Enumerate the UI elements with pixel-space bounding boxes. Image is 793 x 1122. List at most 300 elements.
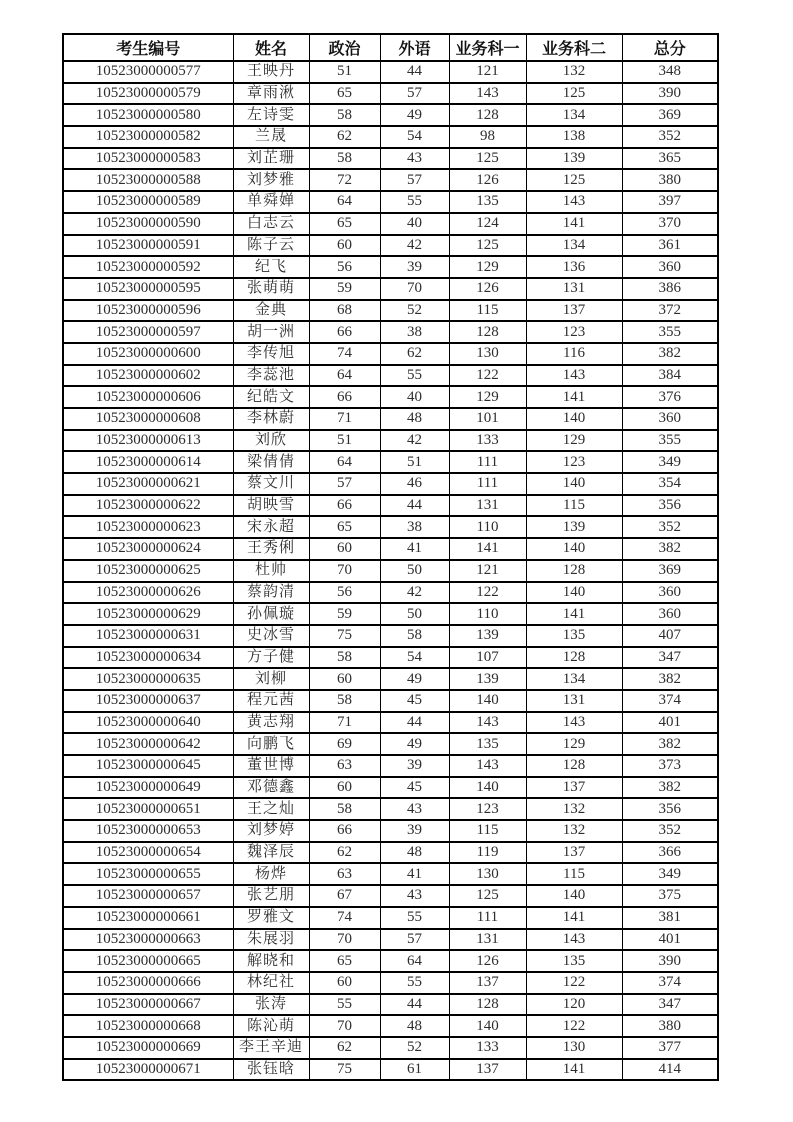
cell-politics: 57 (309, 473, 380, 495)
cell-total-score: 356 (622, 495, 718, 517)
cell-total-score: 349 (622, 451, 718, 473)
cell-name: 纪飞 (233, 256, 309, 278)
cell-total-score: 347 (622, 994, 718, 1016)
cell-subject-one: 110 (449, 516, 526, 538)
cell-politics: 58 (309, 690, 380, 712)
cell-candidate-id: 10523000000655 (63, 863, 233, 885)
cell-politics: 63 (309, 755, 380, 777)
cell-total-score: 380 (622, 169, 718, 191)
cell-subject-one: 98 (449, 126, 526, 148)
table-row (63, 148, 718, 170)
cell-name: 单舜婵 (233, 191, 309, 213)
cell-politics: 69 (309, 733, 380, 755)
cell-subject-one: 139 (449, 668, 526, 690)
cell-candidate-id: 10523000000666 (63, 972, 233, 994)
cell-foreign-language: 43 (380, 148, 449, 170)
cell-subject-two: 116 (526, 343, 622, 365)
cell-candidate-id: 10523000000613 (63, 430, 233, 452)
cell-foreign-language: 39 (380, 256, 449, 278)
table-row (63, 1059, 718, 1081)
cell-subject-one: 122 (449, 365, 526, 387)
cell-politics: 62 (309, 126, 380, 148)
table-row (63, 169, 718, 191)
cell-subject-one: 139 (449, 625, 526, 647)
cell-candidate-id: 10523000000642 (63, 733, 233, 755)
cell-name: 王之灿 (233, 798, 309, 820)
cell-foreign-language: 48 (380, 1015, 449, 1037)
cell-name: 朱展羽 (233, 929, 309, 951)
cell-total-score: 352 (622, 126, 718, 148)
cell-foreign-language: 49 (380, 733, 449, 755)
cell-candidate-id: 10523000000592 (63, 256, 233, 278)
cell-candidate-id: 10523000000588 (63, 169, 233, 191)
cell-name: 宋永超 (233, 516, 309, 538)
cell-subject-one: 123 (449, 798, 526, 820)
cell-foreign-language: 57 (380, 929, 449, 951)
cell-total-score: 382 (622, 668, 718, 690)
cell-foreign-language: 55 (380, 972, 449, 994)
cell-total-score: 347 (622, 647, 718, 669)
table-row (63, 668, 718, 690)
cell-subject-two: 132 (526, 61, 622, 83)
cell-subject-two: 122 (526, 1015, 622, 1037)
cell-name: 陈沁萌 (233, 1015, 309, 1037)
cell-candidate-id: 10523000000637 (63, 690, 233, 712)
cell-candidate-id: 10523000000579 (63, 83, 233, 105)
table-row (63, 842, 718, 864)
cell-subject-two: 131 (526, 690, 622, 712)
cell-subject-one: 129 (449, 386, 526, 408)
cell-subject-two: 128 (526, 647, 622, 669)
cell-politics: 64 (309, 191, 380, 213)
cell-subject-one: 121 (449, 560, 526, 582)
cell-candidate-id: 10523000000653 (63, 820, 233, 842)
cell-name: 张涛 (233, 994, 309, 1016)
cell-subject-one: 111 (449, 451, 526, 473)
cell-foreign-language: 61 (380, 1059, 449, 1081)
cell-total-score: 370 (622, 213, 718, 235)
cell-subject-one: 126 (449, 278, 526, 300)
cell-name: 罗雅文 (233, 907, 309, 929)
cell-total-score: 384 (622, 365, 718, 387)
cell-name: 刘欣 (233, 430, 309, 452)
col-header-name: 姓名 (233, 34, 309, 61)
cell-candidate-id: 10523000000623 (63, 516, 233, 538)
cell-politics: 70 (309, 560, 380, 582)
cell-foreign-language: 44 (380, 712, 449, 734)
cell-subject-one: 125 (449, 235, 526, 257)
cell-subject-one: 121 (449, 61, 526, 83)
table-row (63, 365, 718, 387)
cell-name: 魏泽辰 (233, 842, 309, 864)
cell-name: 李传旭 (233, 343, 309, 365)
cell-total-score: 365 (622, 148, 718, 170)
cell-subject-one: 128 (449, 321, 526, 343)
cell-candidate-id: 10523000000590 (63, 213, 233, 235)
cell-politics: 62 (309, 842, 380, 864)
table-row (63, 343, 718, 365)
cell-total-score: 390 (622, 83, 718, 105)
cell-subject-one: 122 (449, 582, 526, 604)
cell-politics: 66 (309, 321, 380, 343)
cell-subject-two: 140 (526, 408, 622, 430)
cell-candidate-id: 10523000000668 (63, 1015, 233, 1037)
cell-candidate-id: 10523000000629 (63, 603, 233, 625)
cell-subject-one: 143 (449, 712, 526, 734)
table-row (63, 256, 718, 278)
table-row (63, 907, 718, 929)
cell-candidate-id: 10523000000621 (63, 473, 233, 495)
col-header-politics: 政治 (309, 34, 380, 61)
cell-foreign-language: 49 (380, 668, 449, 690)
cell-name: 邓德鑫 (233, 777, 309, 799)
cell-politics: 71 (309, 408, 380, 430)
cell-total-score: 401 (622, 712, 718, 734)
cell-politics: 67 (309, 885, 380, 907)
cell-candidate-id: 10523000000600 (63, 343, 233, 365)
cell-politics: 66 (309, 820, 380, 842)
cell-foreign-language: 43 (380, 798, 449, 820)
cell-total-score: 355 (622, 430, 718, 452)
cell-total-score: 360 (622, 603, 718, 625)
cell-name: 李蕊池 (233, 365, 309, 387)
cell-subject-two: 140 (526, 582, 622, 604)
cell-politics: 59 (309, 278, 380, 300)
table-row (63, 83, 718, 105)
cell-subject-one: 111 (449, 907, 526, 929)
cell-candidate-id: 10523000000626 (63, 582, 233, 604)
cell-total-score: 397 (622, 191, 718, 213)
cell-subject-two: 143 (526, 929, 622, 951)
cell-politics: 60 (309, 777, 380, 799)
cell-total-score: 380 (622, 1015, 718, 1037)
cell-name: 陈子云 (233, 235, 309, 257)
table-row (63, 994, 718, 1016)
table-row (63, 820, 718, 842)
cell-foreign-language: 52 (380, 300, 449, 322)
col-header-total-score: 总分 (622, 34, 718, 61)
cell-name: 李王辛迪 (233, 1037, 309, 1059)
cell-foreign-language: 46 (380, 473, 449, 495)
cell-foreign-language: 44 (380, 994, 449, 1016)
cell-politics: 63 (309, 863, 380, 885)
cell-subject-two: 134 (526, 668, 622, 690)
cell-subject-two: 122 (526, 972, 622, 994)
cell-total-score: 377 (622, 1037, 718, 1059)
cell-politics: 60 (309, 972, 380, 994)
cell-name: 左诗雯 (233, 104, 309, 126)
cell-subject-two: 137 (526, 777, 622, 799)
table-row (63, 1037, 718, 1059)
cell-subject-two: 135 (526, 625, 622, 647)
cell-candidate-id: 10523000000583 (63, 148, 233, 170)
cell-politics: 64 (309, 365, 380, 387)
cell-name: 刘梦婷 (233, 820, 309, 842)
cell-name: 解晓和 (233, 950, 309, 972)
cell-name: 蔡文川 (233, 473, 309, 495)
cell-subject-one: 140 (449, 690, 526, 712)
cell-candidate-id: 10523000000625 (63, 560, 233, 582)
cell-subject-one: 131 (449, 929, 526, 951)
cell-foreign-language: 38 (380, 321, 449, 343)
cell-candidate-id: 10523000000640 (63, 712, 233, 734)
table-row (63, 516, 718, 538)
cell-foreign-language: 44 (380, 495, 449, 517)
table-row (63, 560, 718, 582)
cell-total-score: 366 (622, 842, 718, 864)
cell-foreign-language: 39 (380, 820, 449, 842)
cell-politics: 51 (309, 61, 380, 83)
cell-candidate-id: 10523000000671 (63, 1059, 233, 1081)
cell-foreign-language: 48 (380, 842, 449, 864)
cell-subject-two: 139 (526, 148, 622, 170)
cell-total-score: 360 (622, 256, 718, 278)
cell-subject-one: 125 (449, 148, 526, 170)
cell-name: 梁倩倩 (233, 451, 309, 473)
cell-candidate-id: 10523000000608 (63, 408, 233, 430)
cell-subject-two: 120 (526, 994, 622, 1016)
cell-subject-one: 130 (449, 863, 526, 885)
table-row (63, 885, 718, 907)
cell-name: 程元茜 (233, 690, 309, 712)
table-row (63, 300, 718, 322)
table-row (63, 690, 718, 712)
cell-candidate-id: 10523000000577 (63, 61, 233, 83)
cell-total-score: 407 (622, 625, 718, 647)
cell-politics: 58 (309, 798, 380, 820)
table-row (63, 61, 718, 83)
cell-subject-two: 115 (526, 495, 622, 517)
cell-foreign-language: 57 (380, 169, 449, 191)
table-row (63, 950, 718, 972)
cell-total-score: 382 (622, 343, 718, 365)
table-row (63, 798, 718, 820)
cell-foreign-language: 55 (380, 365, 449, 387)
header-row (63, 34, 718, 61)
cell-candidate-id: 10523000000649 (63, 777, 233, 799)
cell-foreign-language: 48 (380, 408, 449, 430)
cell-subject-one: 115 (449, 820, 526, 842)
cell-candidate-id: 10523000000667 (63, 994, 233, 1016)
cell-subject-two: 129 (526, 733, 622, 755)
cell-foreign-language: 54 (380, 647, 449, 669)
cell-politics: 60 (309, 235, 380, 257)
cell-subject-two: 143 (526, 365, 622, 387)
cell-foreign-language: 42 (380, 235, 449, 257)
cell-politics: 58 (309, 647, 380, 669)
table-row (63, 278, 718, 300)
cell-foreign-language: 43 (380, 885, 449, 907)
cell-subject-two: 128 (526, 755, 622, 777)
cell-politics: 55 (309, 994, 380, 1016)
cell-total-score: 386 (622, 278, 718, 300)
cell-subject-two: 134 (526, 104, 622, 126)
cell-candidate-id: 10523000000582 (63, 126, 233, 148)
cell-candidate-id: 10523000000665 (63, 950, 233, 972)
cell-total-score: 414 (622, 1059, 718, 1081)
cell-candidate-id: 10523000000635 (63, 668, 233, 690)
cell-foreign-language: 57 (380, 83, 449, 105)
table-row (63, 712, 718, 734)
table-row (63, 430, 718, 452)
cell-name: 兰晟 (233, 126, 309, 148)
table-row (63, 451, 718, 473)
table-row (63, 386, 718, 408)
cell-candidate-id: 10523000000602 (63, 365, 233, 387)
cell-candidate-id: 10523000000669 (63, 1037, 233, 1059)
cell-foreign-language: 45 (380, 690, 449, 712)
cell-politics: 75 (309, 1059, 380, 1081)
cell-name: 胡一洲 (233, 321, 309, 343)
cell-subject-two: 132 (526, 820, 622, 842)
cell-subject-two: 115 (526, 863, 622, 885)
cell-candidate-id: 10523000000606 (63, 386, 233, 408)
col-header-foreign-language: 外语 (380, 34, 449, 61)
table-row (63, 104, 718, 126)
cell-foreign-language: 39 (380, 755, 449, 777)
cell-subject-two: 141 (526, 1059, 622, 1081)
cell-politics: 70 (309, 1015, 380, 1037)
cell-candidate-id: 10523000000591 (63, 235, 233, 257)
cell-politics: 74 (309, 907, 380, 929)
table-row (63, 777, 718, 799)
cell-subject-two: 137 (526, 300, 622, 322)
cell-foreign-language: 38 (380, 516, 449, 538)
col-header-candidate-id: 考生编号 (63, 34, 233, 61)
table-row (63, 213, 718, 235)
cell-total-score: 352 (622, 516, 718, 538)
cell-name: 董世博 (233, 755, 309, 777)
cell-subject-one: 128 (449, 994, 526, 1016)
cell-politics: 60 (309, 668, 380, 690)
cell-politics: 66 (309, 495, 380, 517)
cell-name: 刘梦雅 (233, 169, 309, 191)
cell-subject-one: 137 (449, 972, 526, 994)
cell-subject-one: 115 (449, 300, 526, 322)
cell-subject-one: 101 (449, 408, 526, 430)
cell-name: 杨烨 (233, 863, 309, 885)
table-row (63, 733, 718, 755)
cell-name: 刘芷珊 (233, 148, 309, 170)
cell-subject-two: 129 (526, 430, 622, 452)
cell-subject-two: 125 (526, 83, 622, 105)
cell-name: 胡映雪 (233, 495, 309, 517)
cell-name: 向鹏飞 (233, 733, 309, 755)
cell-candidate-id: 10523000000654 (63, 842, 233, 864)
cell-politics: 62 (309, 1037, 380, 1059)
cell-politics: 58 (309, 148, 380, 170)
cell-subject-one: 130 (449, 343, 526, 365)
cell-total-score: 369 (622, 560, 718, 582)
table-row (63, 408, 718, 430)
cell-subject-two: 130 (526, 1037, 622, 1059)
cell-total-score: 376 (622, 386, 718, 408)
cell-candidate-id: 10523000000589 (63, 191, 233, 213)
cell-politics: 56 (309, 582, 380, 604)
cell-foreign-language: 49 (380, 104, 449, 126)
cell-politics: 59 (309, 603, 380, 625)
table-body (63, 61, 718, 1080)
cell-subject-one: 129 (449, 256, 526, 278)
cell-candidate-id: 10523000000657 (63, 885, 233, 907)
cell-name: 孙佩璇 (233, 603, 309, 625)
cell-subject-two: 132 (526, 798, 622, 820)
cell-candidate-id: 10523000000631 (63, 625, 233, 647)
cell-politics: 68 (309, 300, 380, 322)
table-row (63, 863, 718, 885)
cell-name: 张钰晗 (233, 1059, 309, 1081)
cell-subject-two: 134 (526, 235, 622, 257)
cell-politics: 75 (309, 625, 380, 647)
cell-politics: 64 (309, 451, 380, 473)
cell-subject-one: 140 (449, 1015, 526, 1037)
cell-subject-one: 131 (449, 495, 526, 517)
cell-total-score: 354 (622, 473, 718, 495)
table-row (63, 1015, 718, 1037)
cell-subject-one: 126 (449, 169, 526, 191)
cell-total-score: 352 (622, 820, 718, 842)
table-row (63, 473, 718, 495)
cell-candidate-id: 10523000000645 (63, 755, 233, 777)
cell-total-score: 349 (622, 863, 718, 885)
cell-candidate-id: 10523000000651 (63, 798, 233, 820)
cell-subject-two: 136 (526, 256, 622, 278)
cell-total-score: 382 (622, 777, 718, 799)
cell-total-score: 375 (622, 885, 718, 907)
table-row (63, 235, 718, 257)
cell-candidate-id: 10523000000580 (63, 104, 233, 126)
cell-name: 方子健 (233, 647, 309, 669)
exam-score-table (62, 33, 719, 1081)
cell-total-score: 348 (622, 61, 718, 83)
cell-total-score: 381 (622, 907, 718, 929)
cell-foreign-language: 50 (380, 560, 449, 582)
cell-foreign-language: 52 (380, 1037, 449, 1059)
cell-name: 王映丹 (233, 61, 309, 83)
cell-subject-two: 139 (526, 516, 622, 538)
cell-politics: 56 (309, 256, 380, 278)
cell-name: 王秀俐 (233, 538, 309, 560)
cell-candidate-id: 10523000000622 (63, 495, 233, 517)
cell-total-score: 360 (622, 582, 718, 604)
table-row (63, 647, 718, 669)
cell-politics: 70 (309, 929, 380, 951)
cell-name: 章雨湫 (233, 83, 309, 105)
cell-subject-one: 143 (449, 755, 526, 777)
cell-subject-two: 125 (526, 169, 622, 191)
cell-candidate-id: 10523000000663 (63, 929, 233, 951)
cell-subject-two: 123 (526, 321, 622, 343)
cell-subject-two: 141 (526, 386, 622, 408)
cell-total-score: 355 (622, 321, 718, 343)
cell-name: 白志云 (233, 213, 309, 235)
cell-total-score: 356 (622, 798, 718, 820)
cell-foreign-language: 45 (380, 777, 449, 799)
cell-subject-two: 140 (526, 885, 622, 907)
cell-subject-two: 138 (526, 126, 622, 148)
cell-subject-one: 135 (449, 733, 526, 755)
cell-foreign-language: 50 (380, 603, 449, 625)
cell-politics: 58 (309, 104, 380, 126)
cell-foreign-language: 42 (380, 582, 449, 604)
cell-foreign-language: 62 (380, 343, 449, 365)
col-header-subject-one: 业务科一 (449, 34, 526, 61)
cell-total-score: 369 (622, 104, 718, 126)
cell-total-score: 390 (622, 950, 718, 972)
cell-subject-one: 110 (449, 603, 526, 625)
cell-name: 金典 (233, 300, 309, 322)
table-row (63, 582, 718, 604)
